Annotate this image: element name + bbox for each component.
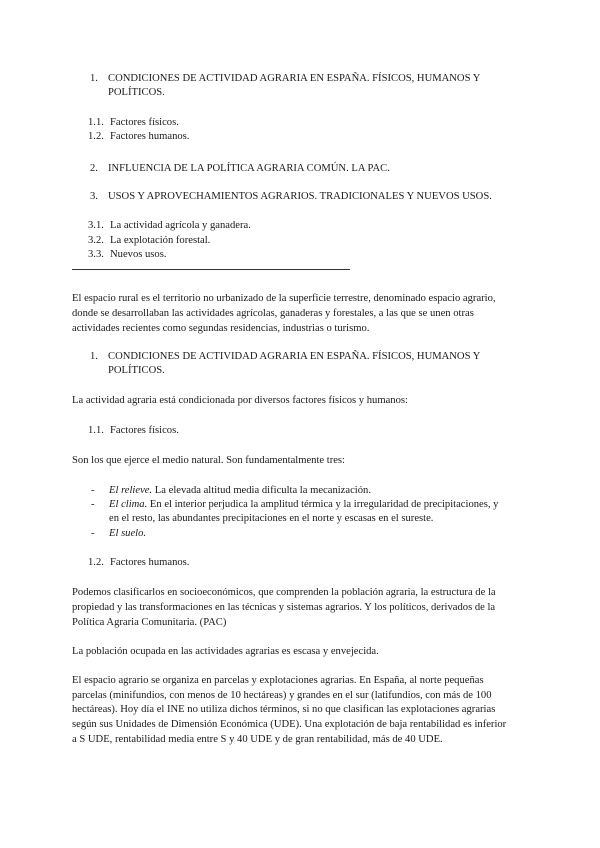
- toc-item-3-1-title: La actividad agrícola y ganadera.: [110, 220, 251, 231]
- toc-item-2-title: INFLUENCIA DE LA POLÍTICA AGRARIA COMÚN. LA PAC.: [108, 163, 390, 174]
- toc-item-3-2-title: La explotación forestal.: [110, 235, 211, 246]
- toc-item-1-title-cont: POLÍTICOS.: [108, 87, 165, 98]
- bullet-clima-term: El clima.: [109, 499, 148, 510]
- bullet-clima: [109, 498, 498, 512]
- intro-line-1: El espacio rural es el territorio no urbanizado de la superficie terrestre, denominado espacio agrario,: [72, 293, 496, 304]
- toc-item-3-1-number: 3.1.: [88, 220, 104, 231]
- toc-item-1-1-title: Factores físicos.: [110, 117, 179, 128]
- toc-divider: [72, 269, 350, 270]
- bullet-clima-cont: en el resto, las abundantes precipitaciones en el norte y escasas en el sureste.: [109, 513, 434, 524]
- toc-item-1-number: 1.: [90, 73, 98, 84]
- toc-item-2-number: 2.: [90, 163, 98, 174]
- parcels-line-3: hectáreas). Hoy día el INE no utiliza dichos términos, si no que clasifican las explotaciones agrarias: [72, 704, 496, 715]
- section-1-number: 1.: [90, 351, 98, 362]
- toc-item-3-3-number: 3.3.: [88, 249, 104, 260]
- physical-factors-paragraph: Son los que ejerce el medio natural. Son fundamentalmente tres:: [72, 455, 346, 466]
- bullet-relieve-text: La elevada altitud media dificulta la mecanización.: [152, 485, 371, 496]
- subsection-1-2-number: 1.2.: [88, 557, 104, 568]
- bullet-clima-text: En el interior perjudica la amplitud térmica y la irregularidad de precipitaciones, y: [147, 499, 499, 510]
- bullet-suelo: [109, 527, 146, 541]
- bullet-relieve: [109, 484, 371, 498]
- subsection-1-1-title: Factores físicos.: [110, 425, 179, 436]
- population-paragraph: La población ocupada en las actividades agrarias es escasa y envejecida.: [72, 646, 379, 657]
- parcels-line-4: según sus Unidades de Dimensión Económica (UDE). Una explotación de baja rentabilidad es inferior: [72, 719, 507, 730]
- bullet-marker: -: [91, 528, 95, 539]
- toc-item-1-1-number: 1.1.: [88, 117, 104, 128]
- toc-item-3-number: 3.: [90, 191, 98, 202]
- toc-item-3-2-number: 3.2.: [88, 235, 104, 246]
- bullet-suelo-term: El suelo.: [109, 528, 147, 539]
- intro-line-2: donde se desarrollaban las actividades agrícolas, ganaderas y forestales, a las que se unen otras: [72, 308, 474, 319]
- toc-item-1-2-number: 1.2.: [88, 131, 104, 142]
- toc-item-1-2-title: Factores humanos.: [110, 131, 190, 142]
- parcels-line-1: El espacio agrario se organiza en parcelas y explotaciones agrarias. En España, al norte pequeñas: [72, 675, 484, 686]
- subsection-1-1-number: 1.1.: [88, 425, 104, 436]
- bullet-marker: -: [91, 499, 95, 510]
- section-1-paragraph: La actividad agraria está condicionada por diversos factores físicos y humanos:: [72, 395, 408, 406]
- bullet-marker: -: [91, 485, 95, 496]
- toc-item-1-title: CONDICIONES DE ACTIVIDAD AGRARIA EN ESPAÑA. FÍSICOS, HUMANOS Y: [108, 73, 481, 84]
- bullet-relieve-term: El relieve.: [109, 485, 153, 496]
- human-factors-line-2: propiedad y las transformaciones en las técnicas y sistemas agrarios. Y los políticos, derivados de la: [72, 602, 496, 613]
- toc-item-3-3-title: Nuevos usos.: [110, 249, 167, 260]
- subsection-1-2-title: Factores humanos.: [110, 557, 190, 568]
- parcels-line-5: a S UDE, rentabilidad media entre S y 40 UDE y de gran rentabilidad, más de 40 UDE.: [72, 734, 443, 745]
- toc-item-3-title: USOS Y APROVECHAMIENTOS AGRARIOS. TRADICIONALES Y NUEVOS USOS.: [108, 191, 492, 202]
- section-1-heading-cont: POLÍTICOS.: [108, 365, 165, 376]
- section-1-heading: CONDICIONES DE ACTIVIDAD AGRARIA EN ESPAÑA. FÍSICOS, HUMANOS Y: [108, 351, 481, 362]
- human-factors-line-3: Política Agraria Comunitaria. (PAC): [72, 617, 227, 628]
- parcels-line-2: parcelas (minifundios, con menos de 10 hectáreas) y grandes en el sur (latifundios, con más de 100: [72, 690, 492, 701]
- human-factors-line-1: Podemos clasificarlos en socioeconómicos, que comprenden la población agraria, la estructura de la: [72, 587, 496, 598]
- intro-line-3: actividades recientes como segundas residencias, industrias o turismo.: [72, 323, 370, 334]
